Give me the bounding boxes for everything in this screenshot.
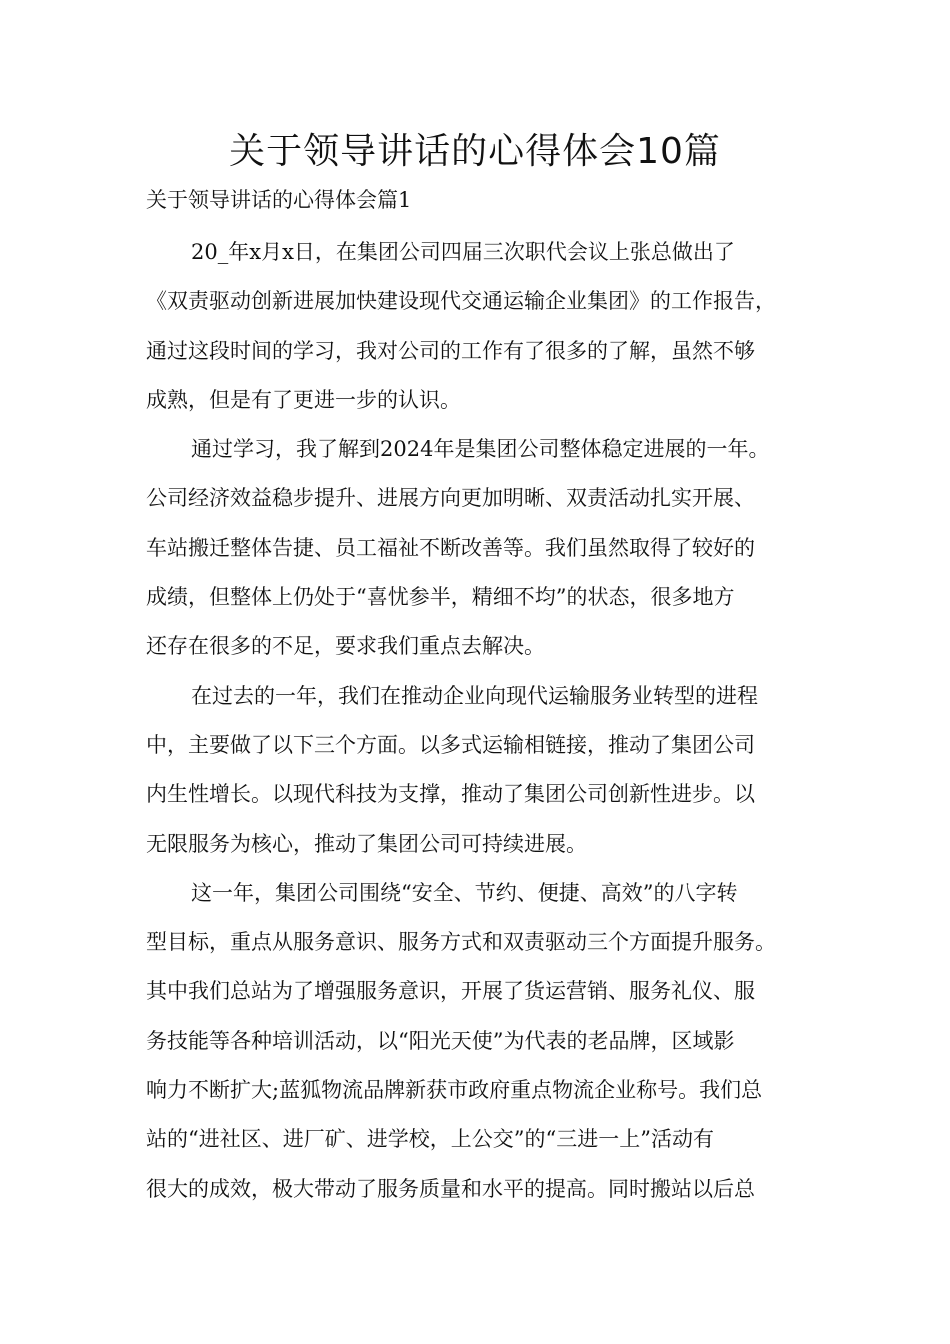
section-heading: 关于领导讲话的心得体会篇1	[146, 188, 412, 212]
text-line: 务技能等各种培训活动，以“阳光天使”为代表的老品牌，区域影	[146, 1028, 735, 1053]
text-line: 很大的成效，极大带动了服务质量和水平的提高。同时搬站以后总	[146, 1176, 755, 1201]
text-line: 公司经济效益稳步提升、进展方向更加明晰、双责活动扎实开展、	[146, 486, 755, 511]
paragraph	[146, 672, 826, 869]
text-line: 其中我们总站为了增强服务意识，开展了货运营销、服务礼仪、服	[146, 979, 755, 1004]
text-line: 这一年，集团公司围绕“安全、节约、便捷、高效”的八字转	[191, 880, 738, 905]
paragraph	[146, 228, 826, 425]
text-line: 中，主要做了以下三个方面。以多式运输相链接，推动了集团公司	[146, 732, 755, 757]
text-line: 无限服务为核心，推动了集团公司可持续进展。	[146, 831, 587, 856]
text-line: 20_年x月x日，在集团公司四届三次职代会议上张总做出了	[191, 240, 735, 264]
text-line: 在过去的一年，我们在推动企业向现代运输服务业转型的进程	[191, 683, 758, 708]
text-line: 成绩，但整体上仍处于“喜忧参半，精细不均”的状态，很多地方	[146, 585, 735, 610]
paragraph	[146, 425, 826, 671]
text-line: 通过这段时间的学习，我对公司的工作有了很多的了解，虽然不够	[146, 338, 755, 363]
text-line: 成熟，但是有了更进一步的认识。	[146, 387, 461, 412]
text-line: 车站搬迁整体告捷、员工福祉不断改善等。我们虽然取得了较好的	[146, 535, 755, 560]
text-line: 《双责驱动创新进展加快建设现代交通运输企业集团》的工作报告，	[146, 289, 776, 314]
text-line: 站的“进社区、进厂矿、进学校，上公交”的“三进一上”活动有	[146, 1127, 714, 1152]
document-title: 关于领导讲话的心得体会10篇	[229, 131, 721, 172]
document-body	[146, 228, 826, 1214]
text-line: 还存在很多的不足，要求我们重点去解决。	[146, 634, 545, 659]
text-line: 响力不断扩大;蓝狐物流品牌新获市政府重点物流企业称号。我们总	[146, 1078, 763, 1103]
text-line: 通过学习，我了解到2024年是集团公司整体稳定进展的一年。	[191, 437, 770, 462]
paragraph	[146, 869, 826, 1214]
text-line: 型目标，重点从服务意识、服务方式和双责驱动三个方面提升服务。	[146, 930, 776, 955]
text-line: 内生性增长。以现代科技为支撑，推动了集团公司创新性进步。以	[146, 782, 755, 807]
